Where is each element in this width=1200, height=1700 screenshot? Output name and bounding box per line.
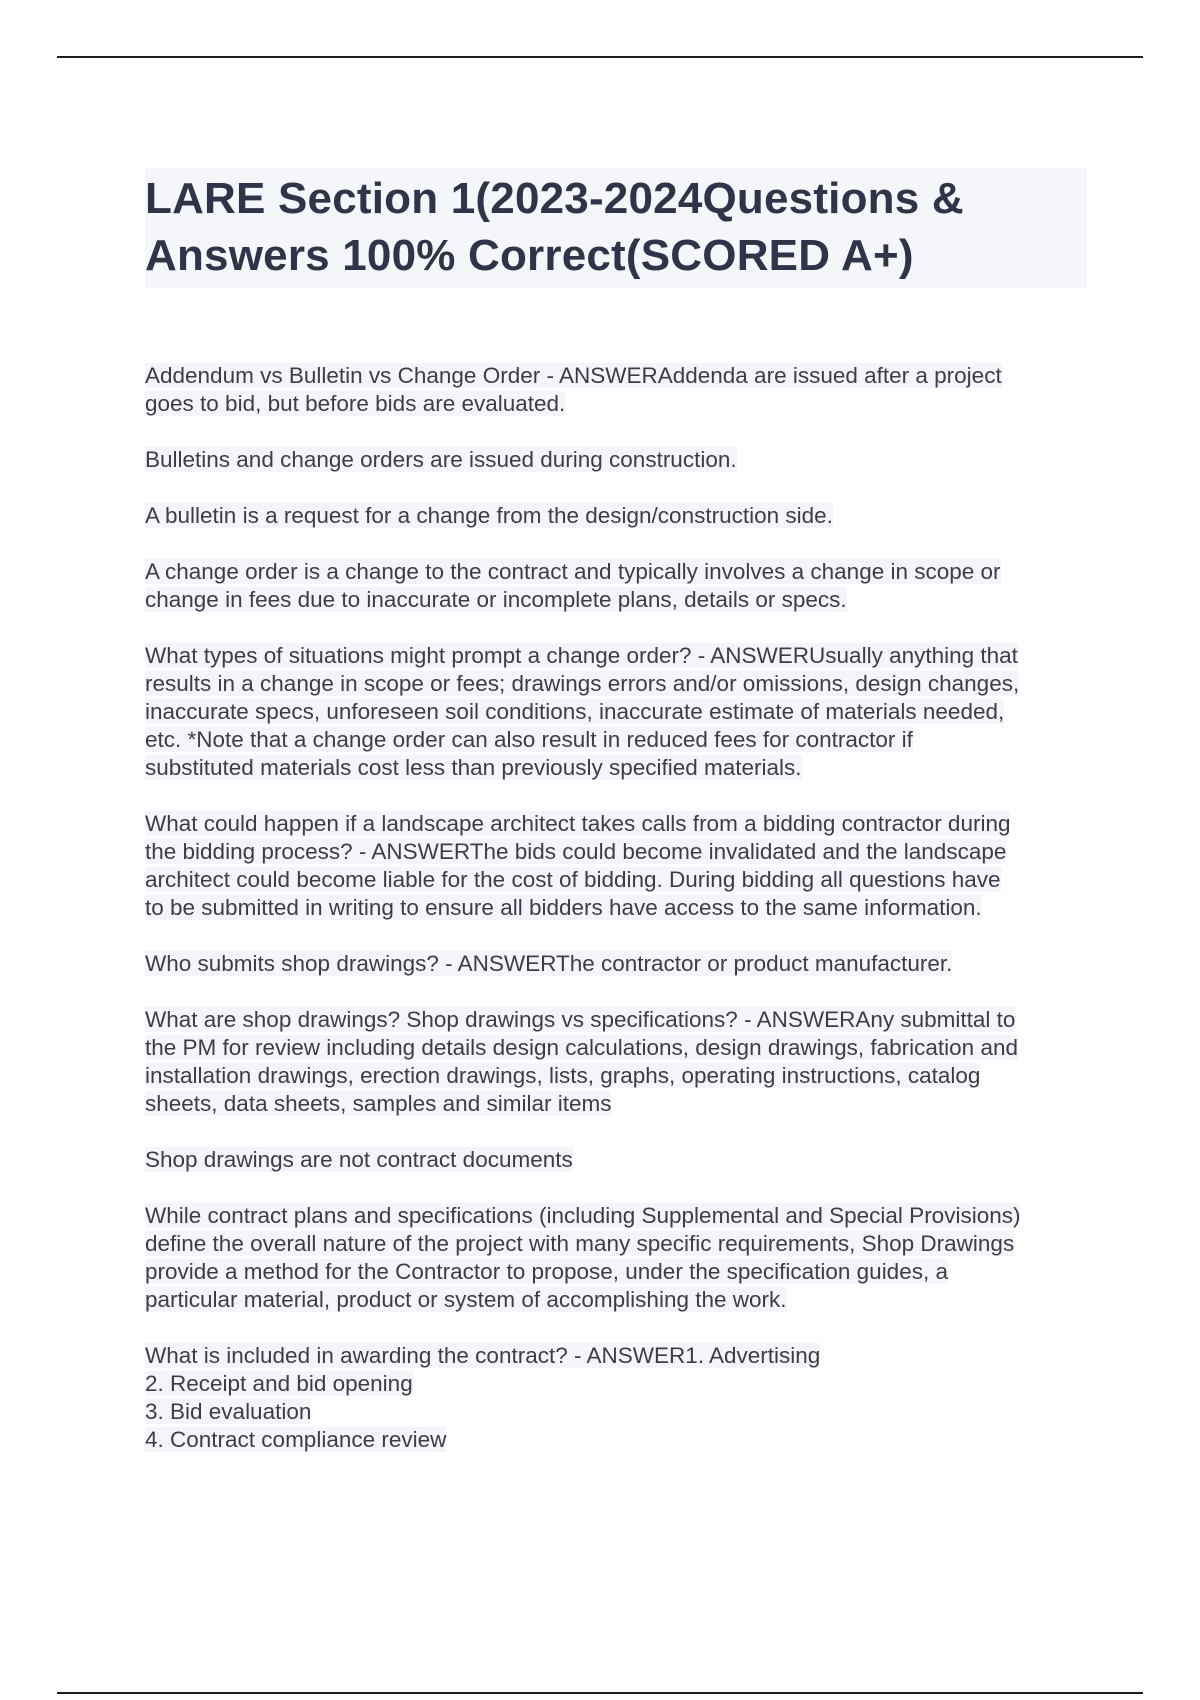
- text-line: sheets, data sheets, samples and similar items: [145, 1091, 612, 1116]
- text-line: the bidding process? - ANSWERThe bids could become invalidated and the landscape: [145, 839, 1007, 864]
- title-line-1: LARE Section 1(2023-2024Questions &: [145, 174, 964, 223]
- text-line: define the overall nature of the project with many specific requirements, Shop Drawings: [145, 1231, 1015, 1256]
- paragraph-not-contract-documents: [145, 1146, 1090, 1174]
- list-item: 3. Bid evaluation: [145, 1399, 312, 1424]
- text-line: inaccurate specs, unforeseen soil conditions, inaccurate estimate of materials needed,: [145, 699, 1005, 724]
- paragraph-awarding-contract: [145, 1342, 1090, 1454]
- text-line: What types of situations might prompt a change order? - ANSWERUsually anything that: [145, 643, 1018, 668]
- text-line: provide a method for the Contractor to propose, under the specification guides, a: [145, 1259, 948, 1284]
- list-item: 4. Contract compliance review: [145, 1427, 447, 1452]
- paragraph-change-order-definition: [145, 558, 1090, 614]
- text-line: Who submits shop drawings? - ANSWERThe contractor or product manufacturer.: [145, 951, 953, 976]
- text-line: etc. *Note that a change order can also result in reduced fees for contractor if: [145, 727, 913, 752]
- text-line: Addendum vs Bulletin vs Change Order - ANSWERAddenda are issued after a project: [145, 363, 1002, 388]
- paragraph-bulletins: [145, 446, 1090, 474]
- paragraph-shop-drawings-who: [145, 950, 1090, 978]
- text-line: What are shop drawings? Shop drawings vs specifications? - ANSWERAny submittal to: [145, 1007, 1016, 1032]
- title-line-2: Answers 100% Correct(SCORED A+): [145, 231, 914, 280]
- text-line: Bulletins and change orders are issued during construction.: [145, 447, 737, 472]
- paragraph-plans-vs-shop-drawings: [145, 1202, 1090, 1314]
- paragraph-addendum: [145, 362, 1090, 418]
- text-line: A change order is a change to the contract and typically involves a change in scope or: [145, 559, 1001, 584]
- paragraph-bulletin-definition: [145, 502, 1090, 530]
- top-divider: [57, 56, 1143, 58]
- text-line: substituted materials cost less than previously specified materials.: [145, 755, 802, 780]
- text-line: What could happen if a landscape architect takes calls from a bidding contractor during: [145, 811, 1011, 836]
- text-line: While contract plans and specifications (including Supplemental and Special Provisions): [145, 1203, 1021, 1228]
- text-line: architect could become liable for the cost of bidding. During bidding all questions have: [145, 867, 1001, 892]
- list-item: 2. Receipt and bid opening: [145, 1371, 413, 1396]
- text-line: particular material, product or system of accomplishing the work.: [145, 1287, 787, 1312]
- text-line: Shop drawings are not contract documents: [145, 1147, 573, 1172]
- bottom-divider: [57, 1692, 1143, 1694]
- paragraph-shop-drawings-what: [145, 1006, 1090, 1118]
- document-title: [145, 170, 1087, 284]
- text-line: What is included in awarding the contract? - ANSWER1. Advertising: [145, 1343, 821, 1368]
- document-title-block: [145, 168, 1087, 288]
- text-line: goes to bid, but before bids are evaluated.: [145, 391, 566, 416]
- text-line: results in a change in scope or fees; drawings errors and/or omissions, design changes,: [145, 671, 1020, 696]
- text-line: to be submitted in writing to ensure all bidders have access to the same information.: [145, 895, 982, 920]
- text-line: installation drawings, erection drawings, lists, graphs, operating instructions, catalog: [145, 1063, 981, 1088]
- paragraph-change-order-situations: [145, 642, 1090, 782]
- document-body: [145, 362, 1090, 1482]
- text-line: A bulletin is a request for a change from the design/construction side.: [145, 503, 833, 528]
- text-line: the PM for review including details design calculations, design drawings, fabrication and: [145, 1035, 1018, 1060]
- paragraph-bidding-calls: [145, 810, 1090, 922]
- text-line: change in fees due to inaccurate or incomplete plans, details or specs.: [145, 587, 847, 612]
